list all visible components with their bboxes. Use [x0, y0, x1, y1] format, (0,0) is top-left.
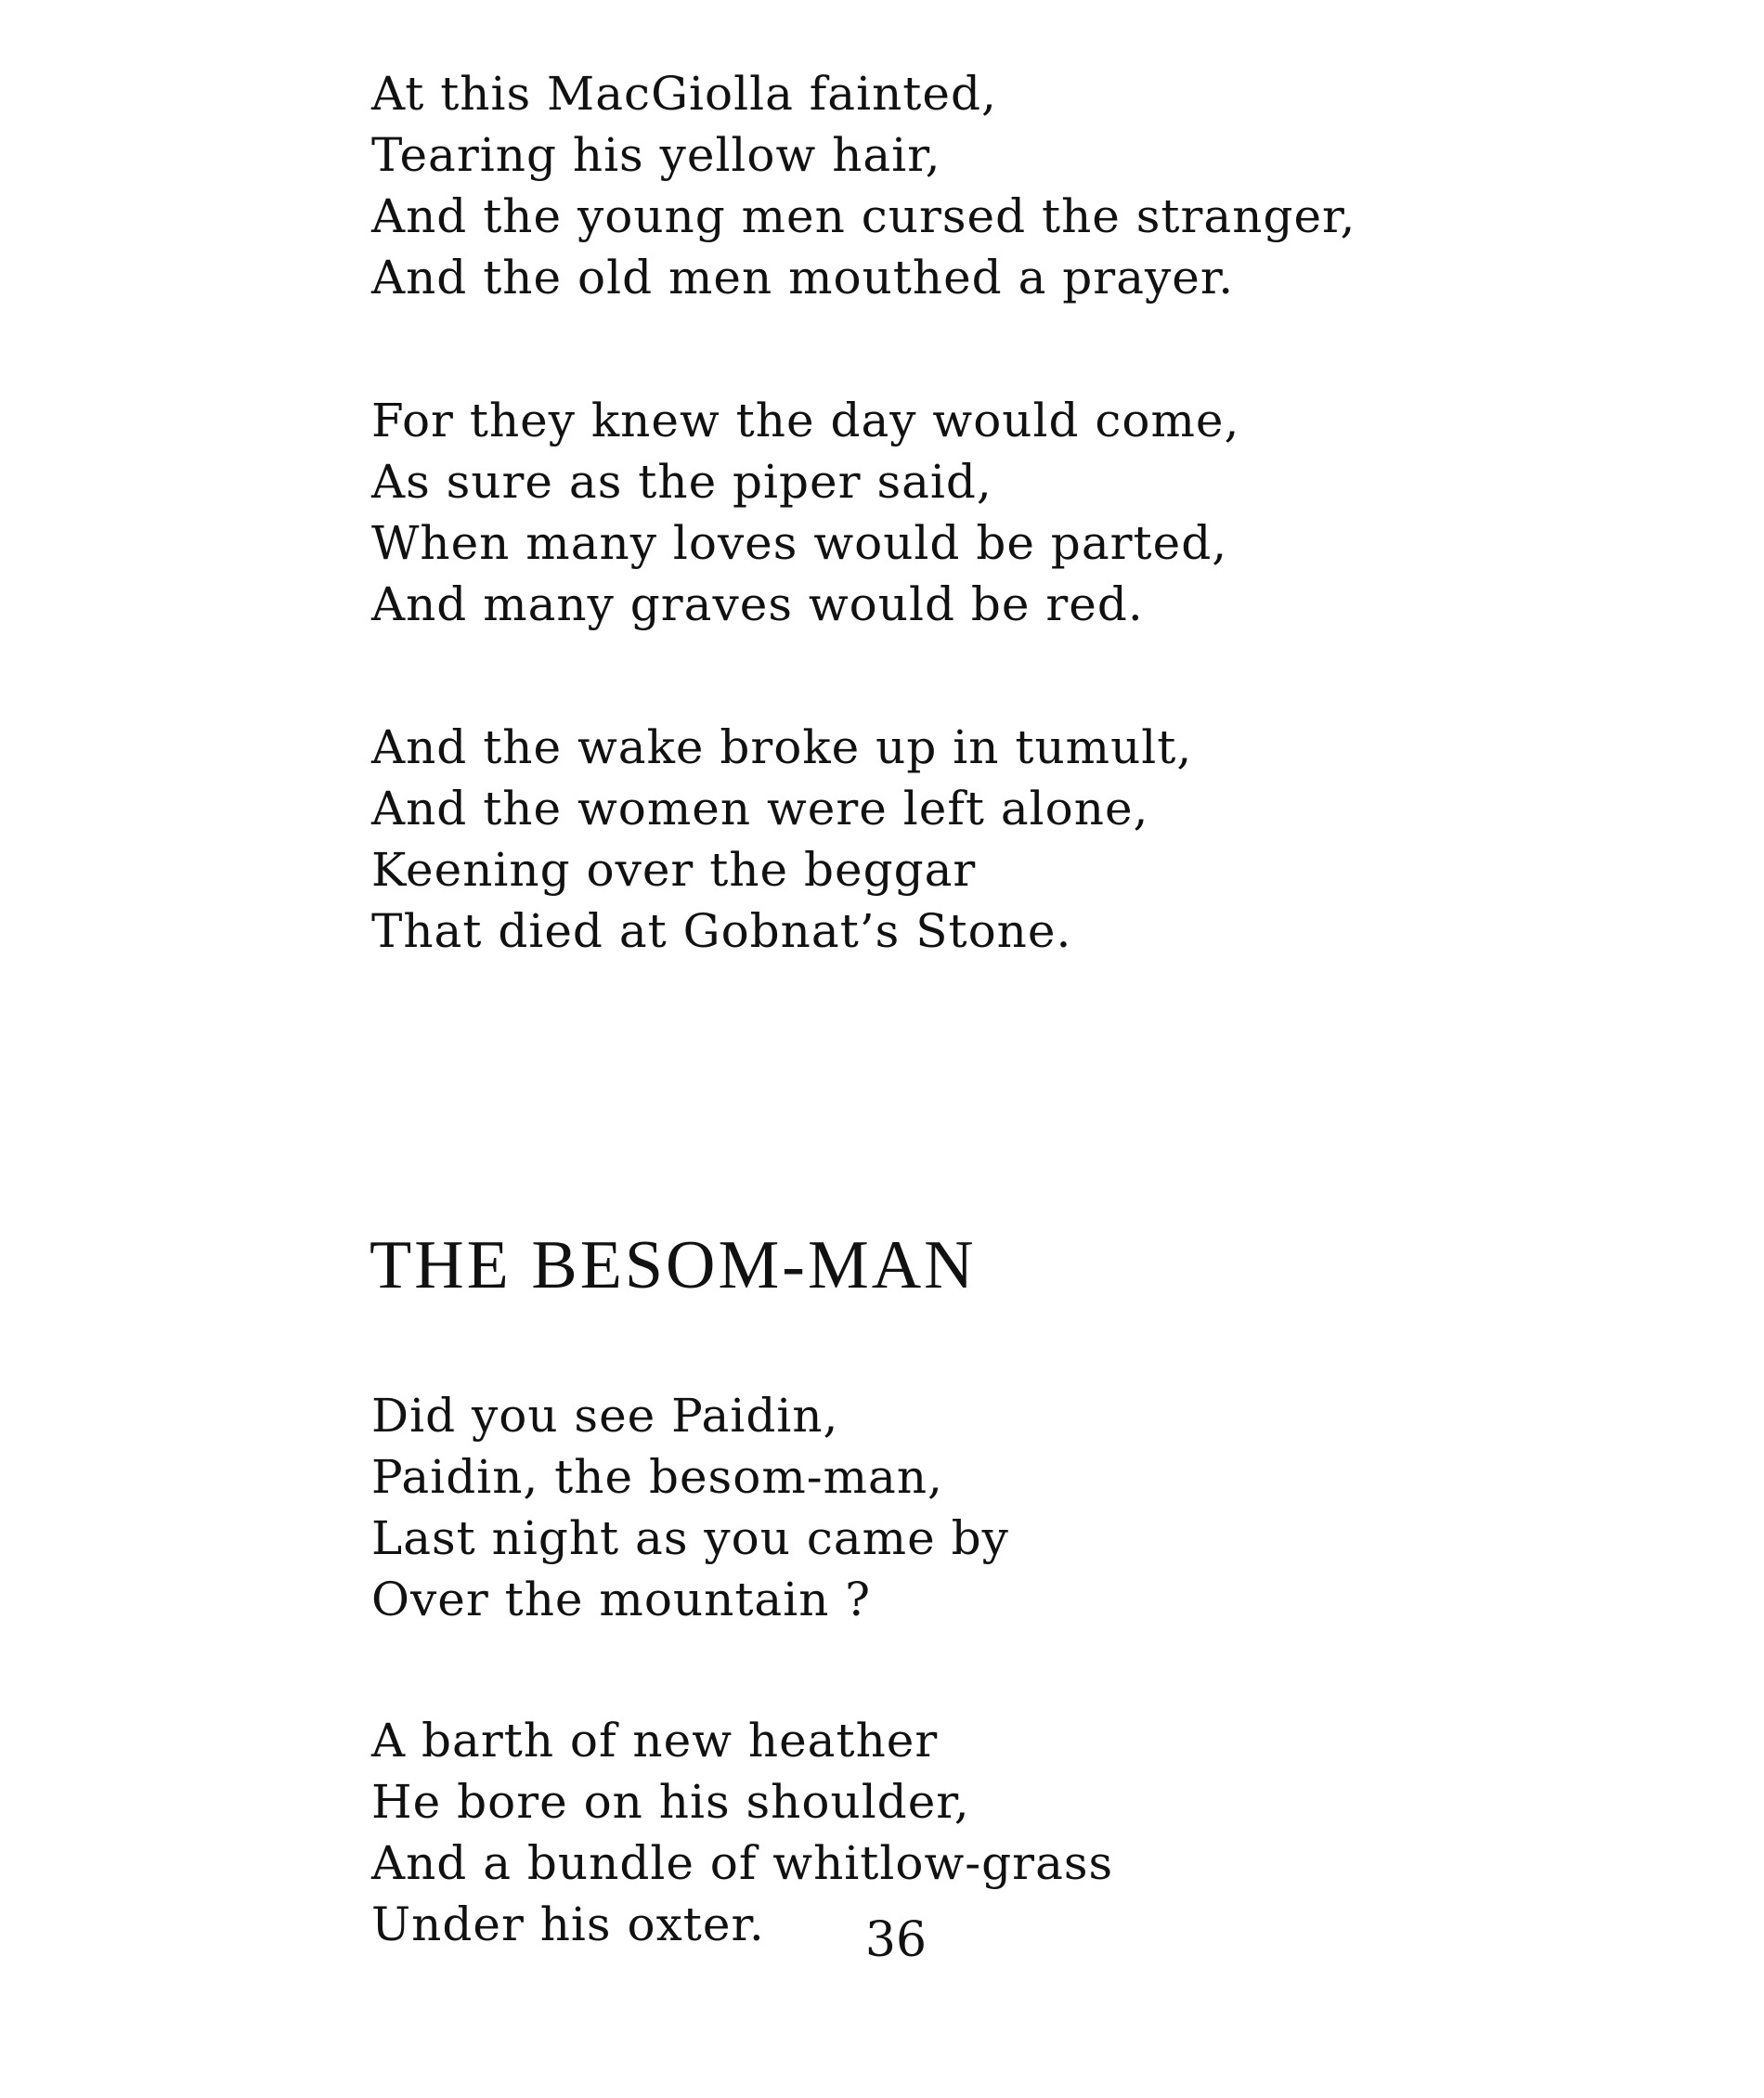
verse-line: And the young men cursed the stranger,: [371, 189, 1356, 243]
stanza-previous-2: [371, 390, 1239, 635]
verse-line: That died at Gobnat’s Stone.: [371, 904, 1072, 958]
verse-line: For they knew the day would come,: [371, 394, 1240, 447]
verse-line: Under his oxter.: [371, 1897, 765, 1951]
page-number: 36: [864, 1912, 927, 1968]
verse-line: And the wake broke up in tumult,: [371, 720, 1193, 774]
verse-line: And a bundle of whitlow-grass: [371, 1836, 1114, 1890]
verse-line: Paidin, the besom-man,: [371, 1450, 943, 1504]
stanza-previous-1: [371, 63, 1355, 308]
verse-line: And the old men mouthed a prayer.: [371, 251, 1235, 304]
poem-title: THE BESOM-MAN: [370, 1227, 977, 1303]
verse-line: And many graves would be red.: [371, 577, 1144, 631]
stanza-besom-man-1: [371, 1385, 1009, 1630]
verse-line: Last night as you came by: [371, 1511, 1009, 1565]
verse-line: Over the mountain ?: [371, 1573, 872, 1626]
verse-line: A barth of new heather: [371, 1714, 939, 1768]
verse-line: Did you see Paidin,: [371, 1389, 839, 1443]
verse-line: At this MacGiolla fainted,: [371, 67, 997, 121]
stanza-previous-3: [371, 717, 1192, 962]
verse-line: And the women were left alone,: [371, 782, 1149, 835]
verse-line: He bore on his shoulder,: [371, 1775, 970, 1829]
verse-line: As sure as the piper said,: [371, 455, 992, 509]
verse-line: Tearing his yellow hair,: [371, 128, 941, 182]
verse-line: Keening over the beggar: [371, 843, 977, 897]
verse-line: When many loves would be parted,: [371, 516, 1228, 570]
